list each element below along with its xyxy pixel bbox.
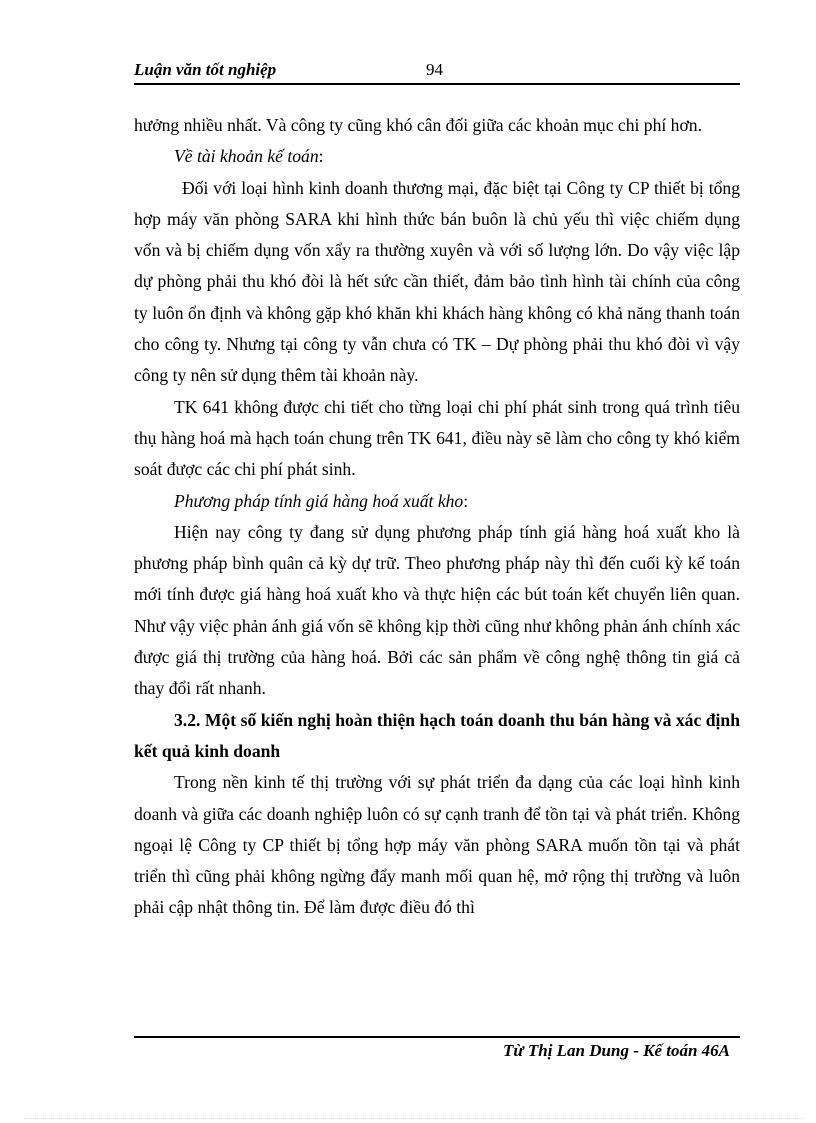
page-number: 94 <box>426 60 443 79</box>
paragraph-pricing-method: Hiện nay công ty đang sử dụng phương pháp tính giá hàng hoá xuất kho là phương pháp bình quân cả kỳ dự trữ. Theo phương pháp này thì đến cuối kỳ kế toán mới tính được giá hàng hoá xuất kho và thực hiện các bút toán kết chuyển liên quan. Như vậy việc phản ánh giá vốn sẽ không kịp thời cũng như không phản ánh chính xác được giá thị trường của hàng hoá. Bởi các sản phẩm về công nghệ thông tin giá cả thay đổi rất nhanh. <box>134 521 740 699</box>
paragraph-continuation: hưởng nhiều nhất. Và công ty cũng khó cân đối giữa các khoản mục chi phí hơn. <box>134 115 702 135</box>
page-edge-dots <box>24 1118 804 1119</box>
footer-author: Từ Thị Lan Dung - Kế toán 46A <box>503 1041 730 1060</box>
document-body <box>134 110 740 924</box>
subheading-method-label: Phương pháp tính giá hàng hoá xuất kho <box>174 490 464 511</box>
header-title: Luận văn tốt nghiệp <box>134 60 277 79</box>
subheading-accounts-label: Về tài khoản kế toán <box>174 146 319 167</box>
section-heading: 3.2. Một số kiến nghị hoàn thiện hạch toán doanh thu bán hàng và xác định kết quả kinh doanh <box>134 709 740 761</box>
footer-divider <box>134 1036 740 1038</box>
subheading-accounts-colon: : <box>318 146 324 167</box>
subheading-method-colon: : <box>463 490 469 511</box>
header-divider <box>134 83 740 85</box>
page-header <box>134 58 740 84</box>
paragraph-provision: Đối với loại hình kinh doanh thương mại, đặc biệt tại Công ty CP thiết bị tổng hợp máy văn phòng SARA khi hình thức bán buôn là chủ yếu thì việc chiếm dụng vốn và bị chiếm dụng vốn xẩy ra thường xuyên và với số lượng lớn. Do vậy việc lập dự phòng phải thu khó đòi là hết sức cần thiết, đảm bảo tình hình tài chính của công ty luôn ổn định và không gặp khó khăn khi khách hàng không có khả năng thanh toán cho công ty. Nhưng tại công ty vẫn chưa có TK – Dự phòng phải thu khó đòi vì vậy công ty nên sử dụng thêm tài khoản này. <box>134 177 740 386</box>
paragraph-tk641: TK 641 không được chi tiết cho từng loại chi phí phát sinh trong quá trình tiêu thụ hàng hoá mà hạch toán chung trên TK 641, điều này sẽ làm cho công ty khó kiểm soát được các chi phí phát sinh. <box>134 396 740 480</box>
subheading-accounts <box>134 141 740 172</box>
subheading-method <box>134 486 740 517</box>
paragraph-market: Trong nền kinh tế thị trường với sự phát triển đa dạng của các loại hình kinh doanh và giữa các doanh nghiệp luôn có sự cạnh tranh để tồn tại và phát triển. Không ngoại lệ Công ty CP thiết bị tổng hợp máy văn phòng SARA muốn tồn tại và phát triển thì cũng phải không ngừng đẩy manh mối quan hệ, mở rộng thị trường và luôn phải cập nhật thông tin. Để làm được điều đó thì <box>134 772 740 918</box>
